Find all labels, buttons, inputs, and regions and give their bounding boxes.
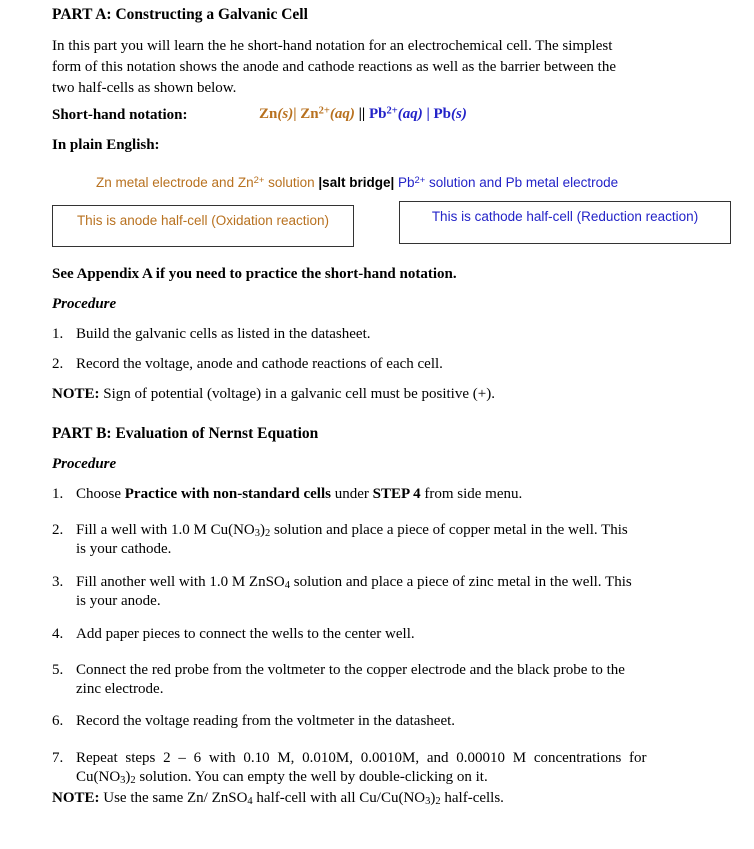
part-b-step-3: 3. Fill another well with 1.0 M ZnSO$_4$ solution and place a piece of zinc metal in the well. This is your anode.	[52, 574, 632, 609]
part-b-step-7: 7. Repeat steps 2 – 6 with 0.10 M, 0.010M, 0.0010M, and 0.00010 M concentrations for $Cu(NO_3)_2$ solution. You can empty the well by double-clicking on it.	[52, 750, 647, 787]
part-b-step-4: 4. Add paper pieces to connect the wells to the center well.	[52, 626, 415, 642]
part-b-step-5: 5. Connect the red probe from the voltmeter to the copper electrode and the black probe to the zinc electrode.	[52, 662, 625, 697]
part-b-step-6: 6. Record the voltage reading from the voltmeter in the datasheet.	[52, 713, 456, 729]
intro-line-3: two half-cells as shown below.	[52, 80, 237, 96]
anode-box	[52, 205, 354, 247]
part-b-title: PART B: Evaluation of Nernst Equation	[52, 425, 319, 442]
part-b-procedure-title: Procedure	[52, 456, 117, 472]
anode-ion: Zn	[300, 106, 319, 122]
anode-box-text: This is anode half-cell (Oxidation reaction)	[76, 213, 330, 228]
part-a-procedure-title: Procedure	[52, 296, 117, 312]
part-a-note: NOTE: Sign of potential (voltage) in a galvanic cell must be positive (+).	[52, 386, 495, 402]
shorthand-notation: Zn(s)| $Zn^{2+}(aq)$ || $Pb^{2+}(aq)$ | Pb(s)	[259, 105, 467, 122]
salt-bridge-symbol: ||	[354, 106, 369, 122]
cathode-box	[399, 201, 731, 244]
part-b-step-2: 2. Fill a well with 1.0 M $Cu(NO_3)_2$ solution and place a piece of copper metal in the well. This is your cathode.	[52, 522, 628, 557]
salt-bridge-label: |salt bridge|	[318, 175, 395, 190]
cathode-ion: Pb	[368, 106, 387, 122]
part-a-title: PART A: Constructing a Galvanic Cell	[52, 6, 308, 23]
cathode-box-text: This is cathode half-cell (Reduction reaction)	[431, 209, 699, 224]
part-b-note: NOTE: Use the same Zn/ ZnSO$_4$ half-cell with all $Cu/Cu(NO_3)_2$ half-cells.	[52, 790, 504, 808]
part-a-step-2: 2. Record the voltage, anode and cathode reactions of each cell.	[52, 356, 443, 372]
plain-english-label: In plain English:	[52, 137, 160, 153]
shorthand-label: Short-hand notation:	[52, 107, 188, 123]
cathode-metal: Pb	[433, 106, 452, 122]
part-b-step-1: 1. Choose Practice with non-standard cells under STEP 4 from side menu.	[52, 486, 523, 502]
anode-metal: Zn	[259, 106, 278, 122]
intro-line-2: form of this notation shows the anode and cathode reactions as well as the barrier between the	[52, 59, 616, 75]
plain-english-description: Zn metal electrode and $Zn^{2+}$ solution |salt bridge| $Pb^{2+}$ solution and Pb metal electrode	[96, 174, 619, 190]
intro-line-1: In this part you will learn the he short-hand notation for an electrochemical cell. The simplest	[52, 38, 613, 54]
appendix-note: See Appendix A if you need to practice the short-hand notation.	[52, 266, 457, 282]
part-a-step-1: 1. Build the galvanic cells as listed in the datasheet.	[52, 326, 371, 342]
